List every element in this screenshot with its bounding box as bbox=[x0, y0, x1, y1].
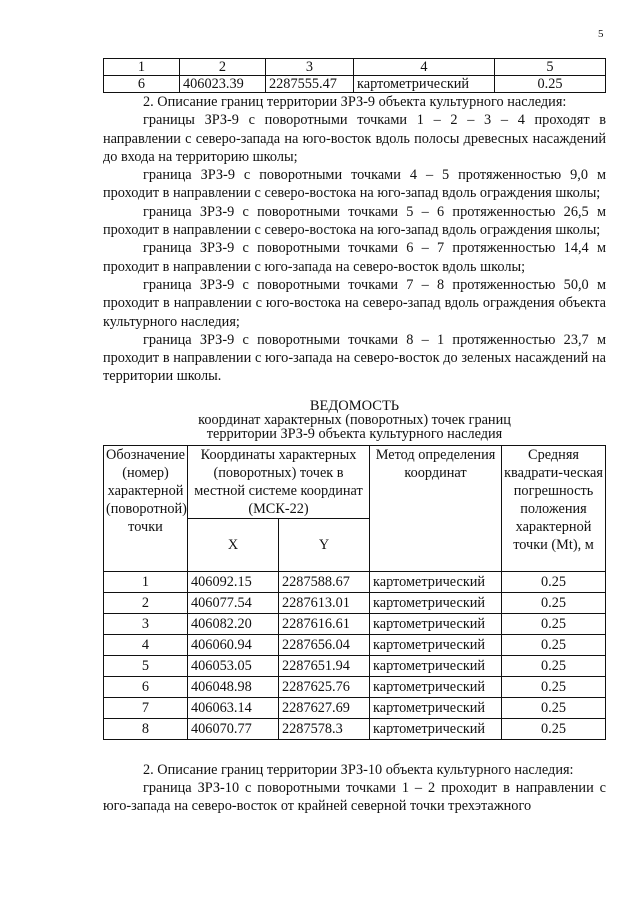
table-cell: 2287578.3 bbox=[279, 718, 370, 739]
statement-subtitle-1: координат характерных (поворотных) точек границ bbox=[198, 411, 511, 428]
table-cell: 6 bbox=[104, 676, 188, 697]
table-cell: 1 bbox=[104, 59, 180, 76]
section-heading-zrz9: 2. Описание границ территории ЗРЗ-9 объекта культурного наследия: bbox=[143, 94, 567, 110]
table-cell: 3 bbox=[104, 613, 188, 634]
table-cell: 4 bbox=[354, 59, 495, 76]
table-cell: 0.25 bbox=[502, 613, 606, 634]
table-row bbox=[104, 718, 606, 739]
table-row bbox=[104, 655, 606, 676]
table-cell: 2287555.47 bbox=[266, 76, 354, 93]
paragraph: граница ЗРЗ-10 с поворотными точками 1 – 2 проходит в направлении с юго-запада на северо-восток от крайней северной точки трехэтажного bbox=[103, 780, 606, 815]
table-cell: 2287625.76 bbox=[279, 676, 370, 697]
table-cell: картометрический bbox=[370, 634, 502, 655]
table-cell: 0.25 bbox=[502, 571, 606, 592]
table-cell: 0.25 bbox=[502, 718, 606, 739]
table-cell: 2287651.94 bbox=[279, 655, 370, 676]
document-body bbox=[103, 58, 606, 816]
table-row bbox=[104, 592, 606, 613]
table-cell: 3 bbox=[266, 59, 354, 76]
paragraph: граница ЗРЗ-9 с поворотными точками 7 – 8 протяженностью 50,0 м проходит в направлении с юго-востока на северо-запад вдоль ограждения объекта культурного наследия; bbox=[103, 276, 606, 330]
paragraph: граница ЗРЗ-9 с поворотными точками 8 – 1 протяженностью 23,7 м проходит в направлении с юго-запада на северо-восток до зеленых насаждений на территории школы. bbox=[103, 331, 606, 385]
table-row bbox=[104, 676, 606, 697]
table-row bbox=[104, 76, 606, 93]
header-coordinates: Координаты характерных (поворотных) точек в местной системе координат (МСК-22) bbox=[188, 445, 370, 518]
table-cell: 0.25 bbox=[502, 676, 606, 697]
header-point-number: Обозначение (номер) характерной (поворотной) точки bbox=[104, 445, 188, 571]
table-row bbox=[104, 634, 606, 655]
table-cell: 406070.77 bbox=[188, 718, 279, 739]
coordinates-table-header-row bbox=[104, 445, 606, 518]
table-cell: 2287613.01 bbox=[279, 592, 370, 613]
table-cell: 7 bbox=[104, 697, 188, 718]
table-cell: 2287656.04 bbox=[279, 634, 370, 655]
table-cell: 2287588.67 bbox=[279, 571, 370, 592]
header-x: X bbox=[188, 518, 279, 571]
table-cell: 406060.94 bbox=[188, 634, 279, 655]
table-cell: 2 bbox=[104, 592, 188, 613]
table-row bbox=[104, 613, 606, 634]
table-cell: картометрический bbox=[370, 676, 502, 697]
table-cell: картометрический bbox=[370, 613, 502, 634]
header-error: Средняя квадрати-ческая погрешность положения характерной точки (Mt), м bbox=[502, 445, 606, 571]
table-cell: 2287627.69 bbox=[279, 697, 370, 718]
table-cell: 1 bbox=[104, 571, 188, 592]
table-cell: картометрический bbox=[354, 76, 495, 93]
table-cell: 8 bbox=[104, 718, 188, 739]
table-cell: картометрический bbox=[370, 718, 502, 739]
table-cell: 2 bbox=[180, 59, 266, 76]
table-cell: 406063.14 bbox=[188, 697, 279, 718]
paragraph: границы ЗРЗ-9 с поворотными точками 1 – 2 – 3 – 4 проходят в направлении с северо-запада на юго-восток вдоль полосы древесных насаждений до входа на территорию школы; bbox=[103, 112, 606, 165]
table-cell: 4 bbox=[104, 634, 188, 655]
table-cell: картометрический bbox=[370, 655, 502, 676]
table-cell: 406023.39 bbox=[180, 76, 266, 93]
table-cell: 2287616.61 bbox=[279, 613, 370, 634]
table-cell: картометрический bbox=[370, 592, 502, 613]
table-row bbox=[104, 571, 606, 592]
statement-title: ВЕДОМОСТЬ bbox=[309, 397, 400, 414]
table-cell: 406053.05 bbox=[188, 655, 279, 676]
table-cell: 5 bbox=[495, 59, 606, 76]
table-cell: 406048.98 bbox=[188, 676, 279, 697]
table-cell: картометрический bbox=[370, 571, 502, 592]
paragraph: граница ЗРЗ-9 с поворотными точками 4 – 5 протяженностью 9,0 м проходит в направлении с северо-востока на юго-запад вдоль ограждения школы; bbox=[103, 167, 606, 202]
table-cell: 0.25 bbox=[502, 592, 606, 613]
header-method: Метод определения координат bbox=[370, 445, 502, 571]
statement-subtitle-2: территории ЗРЗ-9 объекта культурного наследия bbox=[206, 425, 503, 442]
table-cell: 5 bbox=[104, 655, 188, 676]
table-cell: 0.25 bbox=[502, 697, 606, 718]
table-cell: 0.25 bbox=[495, 76, 606, 93]
table-cell: 406077.54 bbox=[188, 592, 279, 613]
section-heading-zrz10: 2. Описание границ территории ЗРЗ-10 объекта культурного наследия: bbox=[143, 761, 574, 778]
coordinates-table bbox=[103, 445, 606, 740]
paragraph: граница ЗРЗ-9 с поворотными точками 5 – 6 протяженностью 26,5 м проходит в направлении с северо-востока на юго-запад вдоль ограждения школы; bbox=[103, 203, 606, 239]
table-cell: 406092.15 bbox=[188, 571, 279, 592]
statement-heading bbox=[103, 399, 606, 441]
header-y: Y bbox=[279, 518, 370, 571]
continued-table-header-row bbox=[104, 59, 606, 76]
table-cell: 406082.20 bbox=[188, 613, 279, 634]
table-cell: 0.25 bbox=[502, 634, 606, 655]
table-row bbox=[104, 697, 606, 718]
table-cell: 6 bbox=[104, 76, 180, 93]
page-number: 5 bbox=[598, 28, 604, 40]
table-cell: 0.25 bbox=[502, 655, 606, 676]
table-cell: картометрический bbox=[370, 697, 502, 718]
continued-table bbox=[103, 58, 606, 93]
paragraph: граница ЗРЗ-9 с поворотными точками 6 – 7 протяженностью 14,4 м проходит в направлении с юго-запада на северо-восток вдоль школы; bbox=[103, 240, 606, 275]
